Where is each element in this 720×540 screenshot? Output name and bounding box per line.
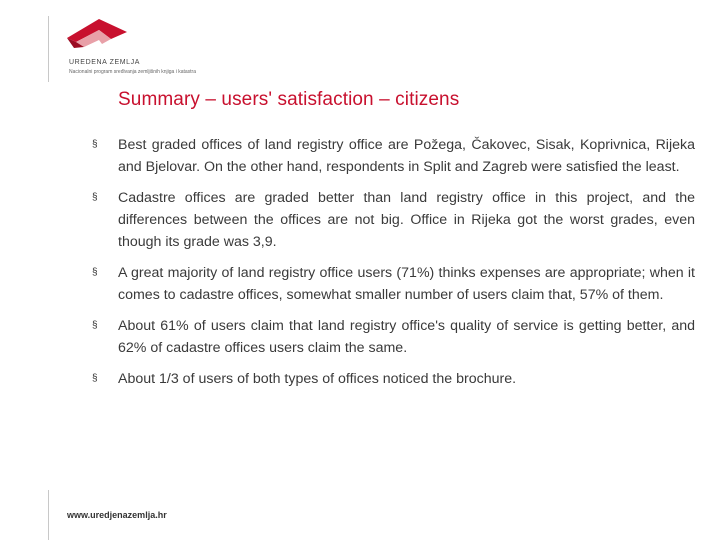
left-divider-top: [48, 16, 49, 82]
bullet-marker-icon: §: [92, 192, 98, 203]
slide-title: Summary – users' satisfaction – citizens: [118, 89, 460, 110]
bullet-marker-icon: §: [92, 373, 98, 384]
bullet-marker-icon: §: [92, 320, 98, 331]
bullet-marker-icon: §: [92, 139, 98, 150]
bullet-text: Cadastre offices are graded better than land registry office in this project, and the differences between the offices are not big. Office in Rijeka got the worst grades, even though its grade was 3,9.: [118, 190, 695, 250]
logo-name: UREDENA ZEMLJA: [69, 59, 141, 66]
bullet-marker-icon: §: [92, 267, 98, 278]
bullet-item: [92, 368, 695, 390]
bullet-item: [92, 315, 695, 359]
bullet-item: [92, 134, 695, 178]
bullet-item: [92, 262, 695, 306]
bullet-text: A great majority of land registry office users (71%) thinks expenses are appropriate; when it comes to cadastre offices, somewhat smaller number of users claim that, 57% of them.: [118, 265, 695, 303]
bullet-item: [92, 187, 695, 253]
bullet-text: Best graded offices of land registry office are Požega, Čakovec, Sisak, Koprivnica, Rijeka and Bjelovar. On the other hand, respondents in Split and Zagreb were satisfied the least.: [118, 137, 695, 175]
bullet-text: About 1/3 of users of both types of offices noticed the brochure.: [118, 371, 517, 387]
logo: [66, 16, 216, 76]
bullet-list: [92, 134, 695, 399]
roof-chevron-icon: [66, 16, 128, 56]
logo-tagline: Nacionalni program sređivanja zemljišnih knjiga i katastra: [69, 69, 197, 75]
left-divider-bottom: [48, 490, 49, 540]
bullet-text: About 61% of users claim that land registry office's quality of service is getting better, and 62% of cadastre offices users claim the same.: [118, 318, 695, 356]
footer-url: www.uredjenazemlja.hr: [67, 510, 167, 520]
